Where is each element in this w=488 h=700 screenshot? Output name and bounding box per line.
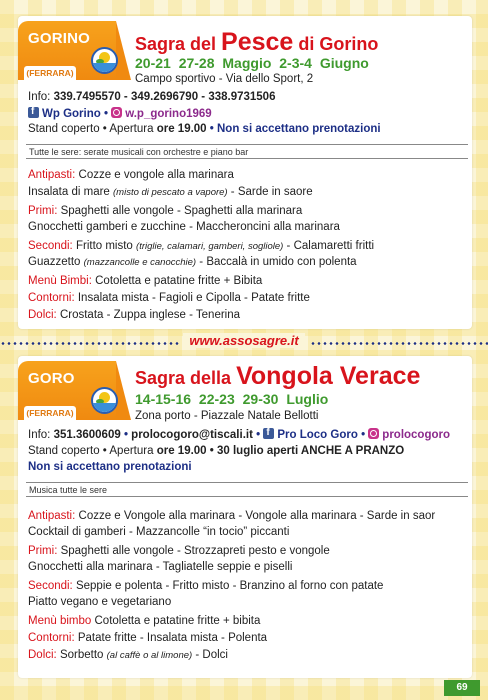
menu-antipasti-2: Insalata di mare (misto di pescato a vapore) - Sarde in saore	[28, 186, 313, 198]
menu-primi-2: Gnocchetti alla marinara - Tagliatelle seppie e piselli	[28, 561, 293, 573]
menu-secondi: Secondi: Seppie e polenta - Fritto misto - Branzino al forno con patate	[28, 580, 384, 592]
facebook-link[interactable]: Wp Gorino	[42, 108, 101, 120]
menu-dolci: Dolci: Sorbetto (al caffè o al limone) - Dolci	[28, 649, 228, 661]
page-number: 69	[444, 680, 480, 696]
event-title: Sagra della Vongola Verace	[135, 362, 421, 390]
event-place: Campo sportivo - Via dello Sport, 2	[135, 73, 314, 85]
event-dates: 20-21 27-28 Maggio 2-3-4 Giugno	[135, 55, 369, 71]
stand-line: Stand coperto • Apertura ore 19.00 • Non si accettano prenotazioni	[28, 123, 381, 135]
facebook-icon	[263, 428, 274, 439]
menu-bimbi: Menù Bimbi: Cotoletta e patatine fritte + Bibita	[28, 275, 263, 287]
menu-primi: Primi: Spaghetti alle vongole - Spaghetti alla marinara	[28, 205, 303, 217]
info-line: Info: 339.7495570 - 349.2696790 - 338.9731506	[28, 91, 276, 103]
event-card-goro	[18, 356, 472, 678]
email-link[interactable]: prolocogoro@tiscali.it	[131, 429, 253, 441]
menu-antipasti: Antipasti: Cozze e Vongole alla marinara - Vongole alla marinara - Sarde in saor	[28, 510, 436, 522]
menu-bimbi: Menù bimbo Cotoletta e patatine fritte + bibita	[28, 615, 261, 627]
menu-contorni: Contorni: Patate fritte - Insalata mista - Polenta	[28, 632, 268, 644]
event-note: Tutte le sere: serate musicali con orchestre e piano bar	[26, 144, 468, 159]
town-name: GORINO	[28, 30, 91, 47]
menu-dolci: Dolci: Crostata - Zuppa inglese - Tenerina	[28, 309, 241, 321]
menu-antipasti: Antipasti: Cozze e vongole alla marinara	[28, 169, 234, 181]
booking-line: Non si accettano prenotazioni	[28, 461, 192, 473]
menu-contorni: Contorni: Insalata mista - Fagioli e Cipolla - Patate fritte	[28, 292, 310, 304]
event-card-gorino	[18, 16, 472, 329]
instagram-icon	[368, 428, 379, 439]
sagra-logo-icon	[91, 47, 118, 74]
social-line: fWp Gorino • w.p_gorino1969	[28, 107, 212, 120]
menu-primi: Primi: Spaghetti alle vongole - Strozzapreti pesto e vongole	[28, 545, 330, 557]
stand-line: Stand coperto • Apertura ore 19.00 • 30 luglio aperti ANCHE A PRANZO	[28, 445, 405, 457]
event-dates: 14-15-16 22-23 29-30 Luglio	[135, 391, 329, 407]
instagram-link[interactable]: w.p_gorino1969	[125, 108, 212, 120]
instagram-icon	[111, 107, 122, 118]
province-label: (FERRARA)	[24, 406, 76, 421]
menu-antipasti-2: Cocktail di gamberi - Mazzancolle “in tocio” piccanti	[28, 526, 290, 538]
menu-secondi-2: Guazzetto (mazzancolle e canocchie) - Baccalà in umido con polenta	[28, 256, 357, 268]
menu-secondi-2: Piatto vegano e vegetariano	[28, 596, 172, 608]
website-link[interactable]: www.assosagre.it	[0, 333, 488, 348]
facebook-icon	[28, 107, 39, 118]
menu-primi-2: Gnocchetti gamberi e zucchine - Maccheroncini alla marinara	[28, 221, 340, 233]
event-title: Sagra del Pesce di Gorino	[135, 28, 379, 56]
phone-number: 351.3600609	[53, 429, 121, 441]
town-name: GORO	[28, 370, 75, 387]
province-label: (FERRARA)	[24, 66, 76, 81]
info-line: Info: 351.3600609 • prolocogoro@tiscali.it • fPro Loco Goro • prolocogoro	[28, 428, 450, 441]
event-place: Zona porto - Piazzale Natale Bellotti	[135, 410, 319, 422]
phone-numbers: 339.7495570 - 349.2696790 - 338.9731506	[53, 91, 276, 103]
sagra-logo-icon	[91, 387, 118, 414]
menu-secondi: Secondi: Fritto misto (triglie, calamari, gamberi, sogliole) - Calamaretti fritti	[28, 240, 375, 252]
event-note: Musica tutte le sere	[26, 482, 468, 497]
instagram-link[interactable]: prolocogoro	[382, 429, 451, 441]
facebook-link[interactable]: Pro Loco Goro	[277, 429, 358, 441]
